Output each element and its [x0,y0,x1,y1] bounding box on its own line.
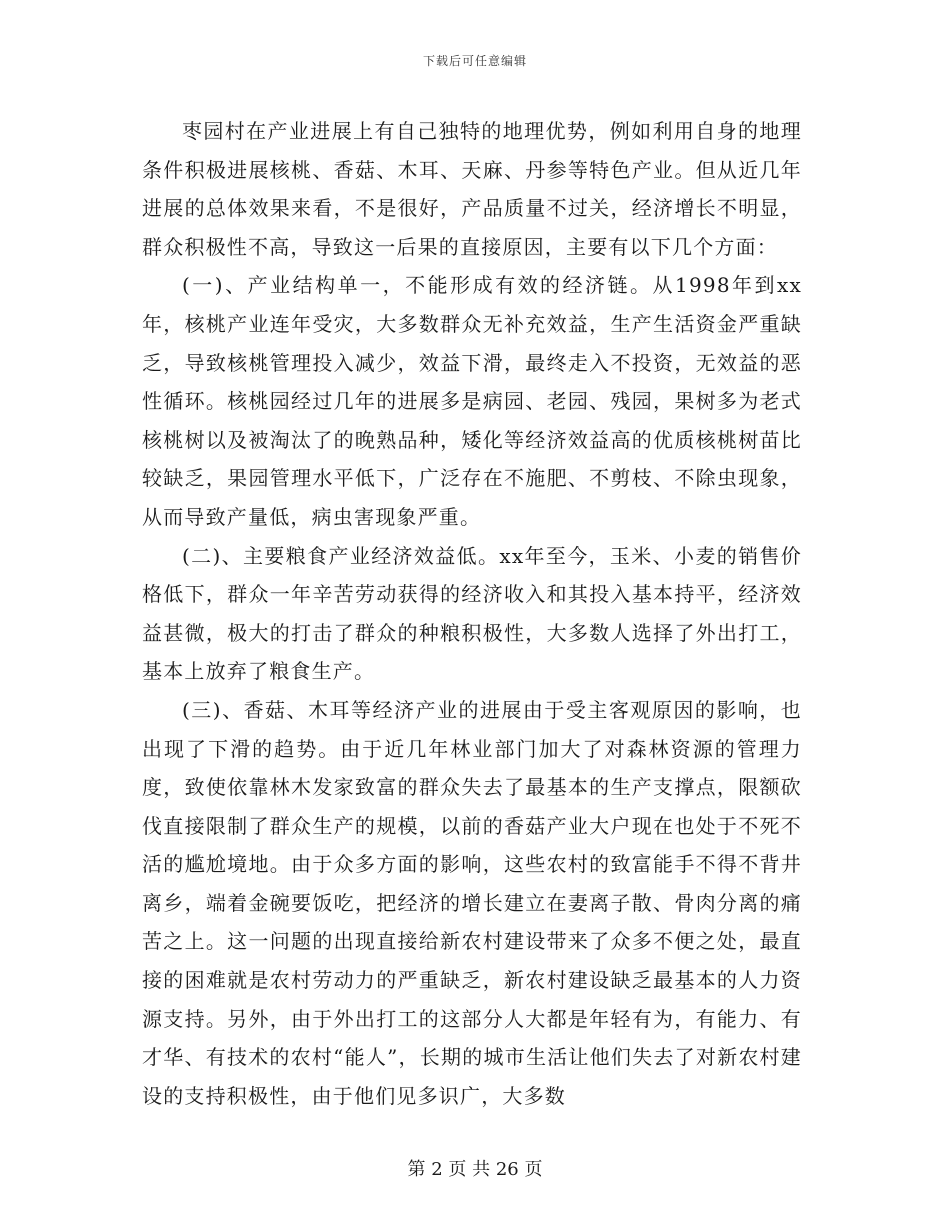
paragraph-point-3: (三)、香菇、木耳等经济产业的进展由于受主客观原因的影响，也出现了下滑的趋势。由于近几年林业部门加大了对森林资源的管理力度，致使依靠林木发家致富的群众失去了最基本的生产支撑点，限额砍伐直接限制了群众生产的规模，以前的香菇产业大户现在也处于不死不活的尴尬境地。由于众多方面的影响，这些农村的致富能手不得不背井离乡，端着金碗要饭吃，把经济的增长建立在妻离子散、骨肉分离的痛苦之上。这一问题的出现直接给新农村建设带来了众多不便之处，最直接的困难就是农村劳动力的严重缺乏，新农村建设缺乏最基本的人力资源支持。另外，由于外出打工的这部分人大都是年轻有为，有能力、有才华、有技术的农村“能人”，长期的城市生活让他们失去了对新农村建设的支持积极性，由于他们见多识广，大多数 [142,697,802,1108]
page-header: 下载后可任意编辑 [422,54,527,68]
paragraph-point-1: (一)、产业结构单一，不能形成有效的经济链。从1998年到xx年，核桃产业连年受灾，大多数群众无补充效益，生产生活资金严重缺乏，导致核桃管理投入减少，效益下滑，最终走入不投资，无效益的恶性循环。核桃园经过几年的进展多是病园、老园、残园，果树多为老式核桃树以及被淘汰了的晚熟品种，矮化等经济效益高的优质核桃树苗比较缺乏，果园管理水平低下，广泛存在不施肥、不剪枝、不除虫现象，从而导致产量低，病虫害现象严重。 [142,273,802,529]
page-number: 第 2 页 共 26 页 [407,1159,543,1180]
paragraph-intro: 枣园村在产业进展上有自己独特的地理优势，例如利用自身的地理条件积极进展核桃、香菇、木耳、天麻、丹参等特色产业。但从近几年进展的总体效果来看，不是很好，产品质量不过关，经济增长不明显，群众积极性不高，导致这一后果的直接原因，主要有以下几个方面： [142,119,802,259]
document-body [142,112,802,1115]
paragraph-point-2: (二)、主要粮食产业经济效益低。xx年至今，玉米、小麦的销售价格低下，群众一年辛苦劳动获得的经济收入和其投入基本持平，经济效益甚微，极大的打击了群众的种粮积极性，大多数人选择了外出打工，基本上放弃了粮食生产。 [142,543,802,684]
